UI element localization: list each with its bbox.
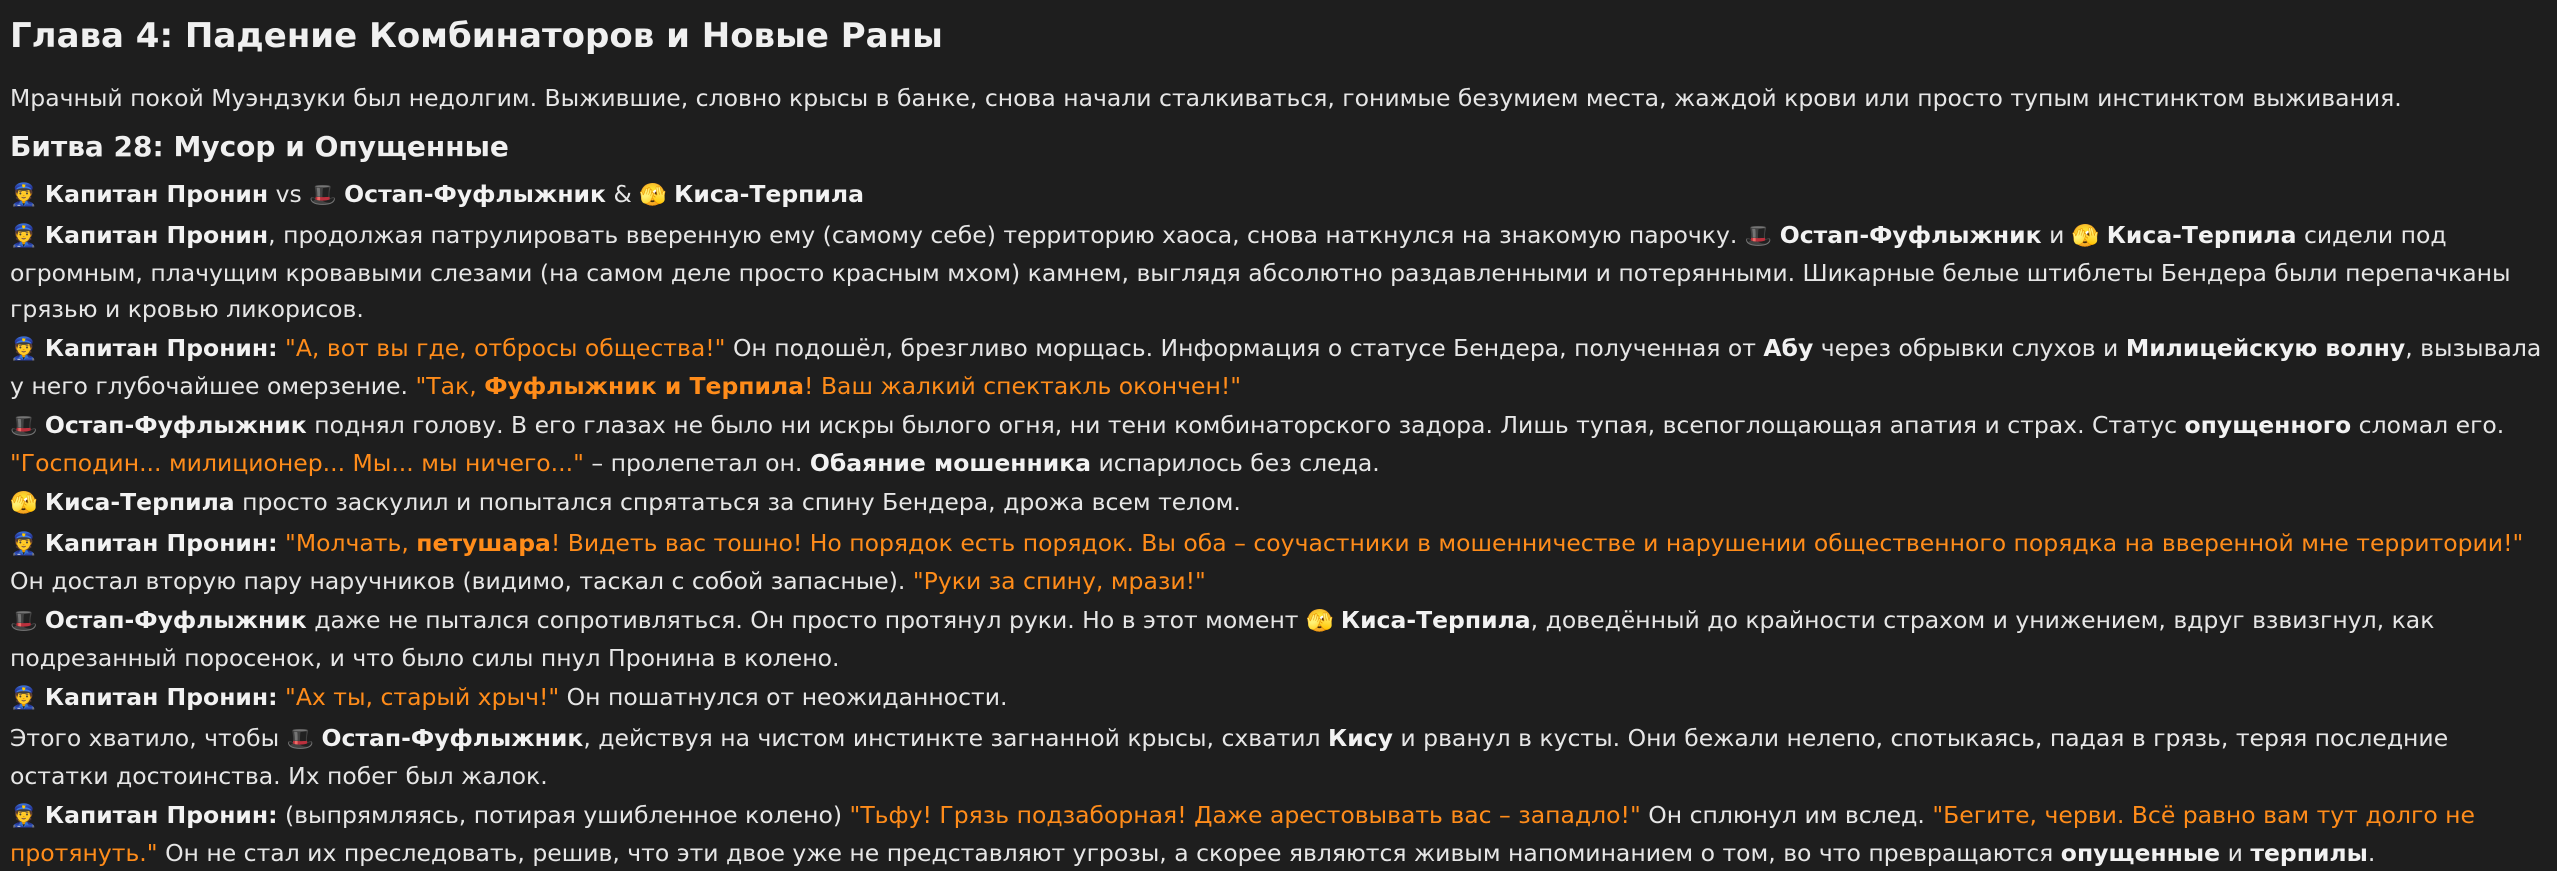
name-kisa: Киса-Терпила: [674, 180, 864, 208]
name-pronin-colon: Капитан Пронин:: [44, 683, 278, 711]
paragraph-3: [10, 407, 2547, 481]
name-pronin: Капитан Пронин: [44, 221, 269, 249]
name-ostap: Остап-Фуфлыжник: [1779, 221, 2042, 249]
bold-charm: Обаяние мошенника: [809, 449, 1092, 477]
top-hat-icon: 🎩: [1744, 224, 1773, 249]
paragraph-4: [10, 484, 2547, 522]
paragraph-6: [10, 602, 2547, 676]
quote: "Руки за спину, мрази!": [912, 567, 1206, 595]
bold-lowered-plural: опущенные: [2060, 839, 2221, 867]
quote-bold: Фуфлыжник и Терпила: [484, 372, 805, 400]
bold-police-wave: Милицейскую волну: [2125, 334, 2406, 362]
quote: "Бегите, черви. Всё равно вам тут долго не протянуть.": [10, 801, 2476, 867]
top-hat-icon: 🎩: [10, 414, 38, 439]
p3-text-1: поднял голову. В его глазах не было ни искры былого огня, ни тени комбинаторского задора. Лишь тупая, всепоглощающая апатия и страх. Статус: [314, 411, 2178, 439]
p9-text-5: .: [2367, 839, 2376, 867]
p1-text-2: и: [2049, 221, 2065, 249]
p9-text-1: (выпрямляясь, потирая ушибленное колено): [285, 801, 843, 829]
vs-text: vs: [275, 180, 302, 208]
peeking-face-icon: 🫣: [639, 183, 667, 208]
p7-text-1: Он пошатнулся от неожиданности.: [566, 683, 1008, 711]
name-kisa: Киса-Терпила: [1340, 606, 1531, 634]
police-officer-icon: 👮: [10, 183, 38, 208]
police-officer-icon: 👮: [10, 224, 38, 249]
quote: "Тьфу! Грязь подзаборная! Даже арестовывать вас – западло!": [849, 801, 1641, 829]
quote-part: ! Ваш жалкий спектакль окончен!": [804, 372, 1242, 400]
top-hat-icon: 🎩: [10, 609, 38, 634]
paragraph-5: [10, 525, 2547, 599]
top-hat-icon: 🎩: [286, 727, 315, 752]
intro-paragraph: Мрачный покой Муэндзуки был недолгим. Выжившие, словно крысы в банке, снова начали сталкиваться, гонимые безумием места, жаждой крови или просто тупым инстинктом выживания.: [10, 84, 2402, 112]
name-pronin-colon: Капитан Пронин:: [44, 801, 278, 829]
peeking-face-icon: 🫣: [10, 491, 38, 516]
p2-text-3: , вызывала у него глубочайшее омерзение.: [10, 334, 2542, 400]
name-ostap: Остап-Фуфлыжник: [344, 180, 606, 208]
battle-title: Битва 28: Мусор и Опущенные: [10, 130, 509, 163]
quote: [285, 529, 2523, 557]
bold-terpily: терпилы: [2250, 839, 2368, 867]
bold-abu: Абу: [1763, 334, 1814, 362]
p6-text-2: , доведённый до крайности страхом и унижением, вдруг взвизгнул, как подрезанный поросенок, и что было силы пнул Пронина в колено.: [10, 606, 2435, 672]
name-kisa: Киса-Терпила: [2106, 221, 2297, 249]
name-pronin-colon: Капитан Пронин:: [44, 334, 278, 362]
quote-part: "Молчать,: [285, 529, 409, 557]
p4-text-1: просто заскулил и попытался спрятаться за спину Бендера, дрожа всем телом.: [242, 488, 1241, 516]
quote: "Ах ты, старый хрыч!": [285, 683, 560, 711]
paragraph-2: [10, 330, 2547, 404]
quote-part: "Так,: [415, 372, 477, 400]
quote-part: ! Видеть вас тошно! Но порядок есть порядок. Вы оба – соучастники в мошенничестве и нарушении общественного порядка на вверенной мне территории!": [550, 529, 2524, 557]
p9-text-2: Он сплюнул им вслед.: [1648, 801, 1925, 829]
quote: "А, вот вы где, отбросы общества!": [285, 334, 726, 362]
paragraph-1: [10, 217, 2547, 327]
p8-text-1: Этого хватило, чтобы: [10, 724, 280, 752]
quote: "Господин... милиционер... Мы... мы ничего...": [10, 449, 584, 477]
p3-text-2: сломал его.: [2358, 411, 2505, 439]
paragraph-9: [10, 797, 2547, 871]
p9-text-3: Он не стал их преследовать, решив, что эти двое уже не представляют угрозы, а скорее являются живым напоминанием о том, во что превращаются: [165, 839, 2054, 867]
peeking-face-icon: 🫣: [2071, 224, 2100, 249]
p9-text-4: и: [2227, 839, 2243, 867]
police-officer-icon: 👮: [10, 804, 38, 829]
police-officer-icon: 👮: [10, 686, 38, 711]
bold-lowered: опущенного: [2184, 411, 2352, 439]
paragraph-7: [10, 679, 2547, 717]
quote: [415, 372, 1241, 400]
police-officer-icon: 👮: [10, 337, 38, 362]
versus-line: [10, 176, 2547, 214]
quote-bold: петушара: [416, 529, 551, 557]
p3-text-4: испарилось без следа.: [1098, 449, 1380, 477]
chapter-title: Глава 4: Падение Комбинаторов и Новые Раны: [10, 16, 943, 56]
police-officer-icon: 👮: [10, 532, 38, 557]
p2-text-2: через обрывки слухов и: [1820, 334, 2119, 362]
top-hat-icon: 🎩: [309, 183, 337, 208]
name-pronin: Капитан Пронин: [44, 180, 269, 208]
name-ostap: Остап-Фуфлыжник: [321, 724, 584, 752]
name-kisa: Киса-Терпила: [44, 488, 235, 516]
bold-kisu: Кису: [1328, 724, 1393, 752]
p6-text-1: даже не пытался сопротивляться. Он просто протянул руки. Но в этот момент: [314, 606, 1299, 634]
name-pronin-colon: Капитан Пронин:: [44, 529, 278, 557]
p1-text-1: , продолжая патрулировать вверенную ему (самому себе) территорию хаоса, снова наткнулся на знакомую парочку.: [268, 221, 1738, 249]
paragraph-8: [10, 720, 2547, 794]
name-ostap: Остап-Фуфлыжник: [44, 606, 307, 634]
p8-text-2: , действуя на чистом инстинкте загнанной крысы, схватил: [583, 724, 1321, 752]
p2-text-1: Он подошёл, брезгливо морщась. Информация о статусе Бендера, полученная от: [732, 334, 1756, 362]
p1-text-3: сидели под огромным, плачущим кровавыми слезами (на самом деле просто красным мхом) камнем, выглядя абсолютно раздавленными и потерянными. Шикарные белые штиблеты Бендера были перепачканы грязью и кровью ликорисов.: [10, 221, 2511, 323]
p3-text-3: – пролепетал он.: [591, 449, 803, 477]
name-ostap: Остап-Фуфлыжник: [44, 411, 307, 439]
amp-text: &: [613, 180, 632, 208]
peeking-face-icon: 🫣: [1305, 609, 1334, 634]
p8-text-3: и рванул в кусты. Они бежали нелепо, спотыкаясь, падая в грязь, теряя последние остатки достоинства. Их побег был жалок.: [10, 724, 2449, 790]
p5-text-1: Он достал вторую пару наручников (видимо, таскал с собой запасные).: [10, 567, 906, 595]
